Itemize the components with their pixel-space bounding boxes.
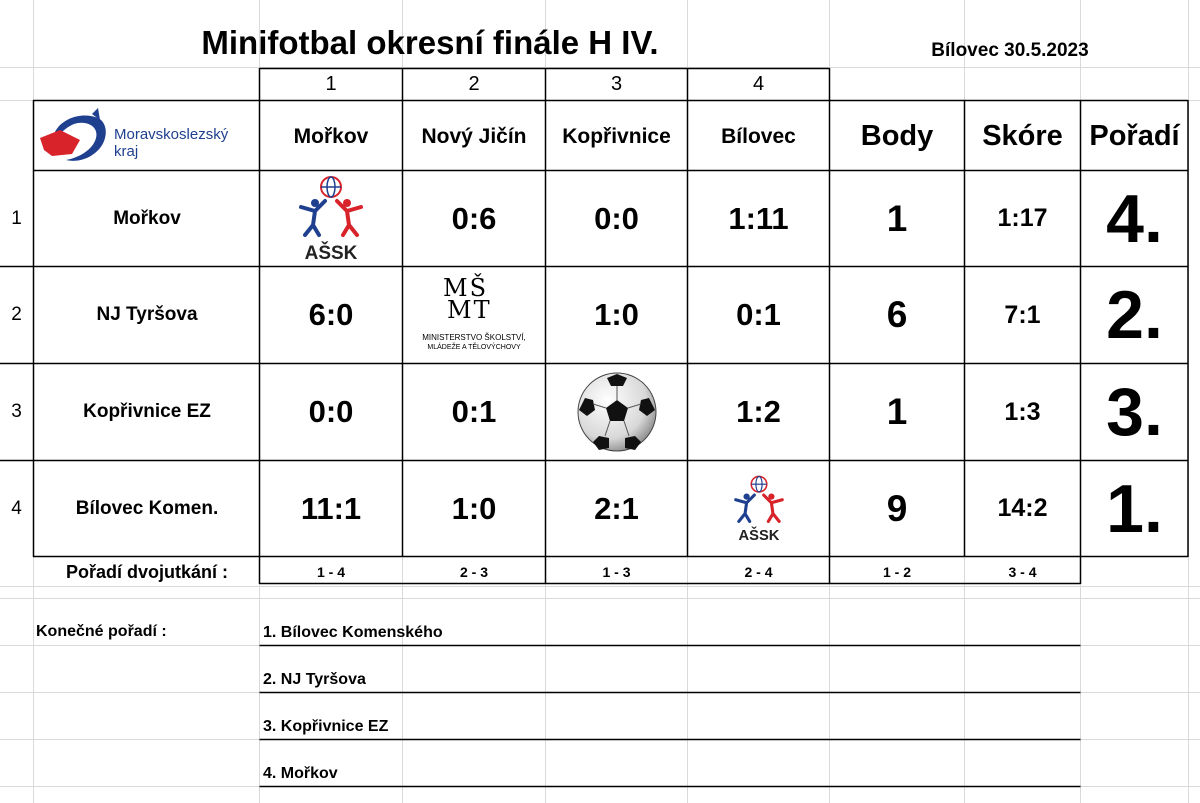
body-r2: 6 — [886, 294, 908, 335]
row-number-2: 2 — [11, 304, 22, 325]
row-team-4: Bílovec Komen. — [75, 497, 219, 519]
assk-logo-2 — [688, 461, 829, 556]
page-title: Minifotbal okresní finále H IV. — [201, 24, 659, 61]
result-r2-c3: 1:0 — [594, 297, 639, 332]
col-number-1: 1 — [325, 73, 337, 95]
row-team-3: Kopřivnice EZ — [83, 401, 211, 422]
soccer-ball-image — [546, 364, 687, 460]
assk-label: AŠSK — [304, 242, 358, 264]
moravskoslezsky-logo — [38, 108, 258, 168]
final-ranking-item-1: 1. Bílovec Komenského — [263, 624, 443, 641]
skore-r3: 1:3 — [1004, 397, 1041, 426]
result-r2-c4: 0:1 — [736, 297, 781, 332]
region-emblem-icon — [38, 108, 110, 168]
order-value-5: 1 - 2 — [882, 564, 911, 580]
soccer-ball-icon — [575, 370, 659, 454]
final-ranking-item-2: 2. NJ Tyršova — [263, 671, 366, 688]
result-r3-c4: 1:2 — [736, 394, 781, 429]
header-body: Body — [860, 120, 934, 152]
result-r4-c3: 2:1 — [594, 490, 639, 526]
col-number-4: 4 — [752, 73, 765, 95]
body-r3: 1 — [886, 391, 908, 432]
result-r3-c2: 0:1 — [451, 394, 497, 429]
assk-emblem-icon — [728, 469, 790, 549]
poradi-r4: 1. — [1106, 470, 1163, 547]
result-r4-c1: 11:1 — [300, 490, 362, 526]
final-ranking-label: Konečné pořadí : — [36, 623, 167, 640]
row-number-4: 4 — [11, 497, 22, 519]
skore-r1: 1:17 — [997, 204, 1048, 232]
place-date: Bílovec 30.5.2023 — [931, 40, 1089, 61]
row-team-1: Mořkov — [113, 207, 181, 229]
row-team-2: NJ Tyršova — [96, 304, 198, 325]
order-value-2: 2 - 3 — [459, 564, 488, 580]
poradi-r2: 2. — [1106, 277, 1163, 353]
order-value-3: 1 - 3 — [602, 564, 631, 580]
msmt-logo — [403, 267, 545, 363]
msmt-mark-top: MŠ — [443, 274, 489, 302]
order-value-1: 1 - 4 — [316, 564, 345, 580]
assk-label-2: AŠSK — [738, 527, 779, 544]
order-value-6: 3 - 4 — [1008, 564, 1037, 580]
assk-emblem-icon — [291, 173, 371, 265]
msmt-line2: MLÁDEŽE A TĚLOVÝCHOVY — [427, 344, 521, 351]
body-r4: 9 — [886, 487, 908, 529]
assk-logo — [260, 171, 402, 266]
header-team-3: Kopřivnice — [562, 124, 671, 148]
poradi-r3: 3. — [1106, 374, 1163, 450]
result-r3-c1: 0:0 — [308, 394, 354, 429]
col-number-3: 3 — [610, 73, 623, 95]
body-r1: 1 — [886, 197, 908, 239]
logo-name: Moravskoslezský — [114, 126, 229, 143]
skore-r2: 7:1 — [1004, 300, 1041, 329]
logo-name-line2: kraj — [114, 143, 139, 160]
final-ranking-item-4: 4. Mořkov — [263, 765, 338, 782]
header-skore: Skóre — [982, 120, 1063, 152]
result-r1-c3: 0:0 — [594, 200, 639, 236]
col-number-2: 2 — [468, 73, 480, 95]
header-team-2: Nový Jičín — [421, 124, 527, 148]
poradi-r1: 4. — [1106, 180, 1163, 257]
order-value-4: 2 - 4 — [744, 564, 773, 580]
row-number-3: 3 — [11, 401, 22, 422]
header-poradi: Pořadí — [1089, 120, 1180, 152]
msmt-line1: MINISTERSTVO ŠKOLSTVÍ, — [422, 333, 526, 342]
row-number-1: 1 — [11, 207, 22, 229]
order-label: Pořadí dvojutkání : — [65, 561, 229, 582]
final-ranking-item-3: 3. Kopřivnice EZ — [263, 718, 389, 735]
result-r1-c4: 1:11 — [728, 200, 789, 236]
header-team-4: Bílovec — [721, 124, 796, 148]
result-r1-c2: 0:6 — [451, 200, 497, 236]
skore-r4: 14:2 — [997, 494, 1048, 522]
result-r4-c2: 1:0 — [451, 490, 497, 526]
msmt-mark-bottom: MT — [447, 296, 492, 324]
header-team-1: Mořkov — [293, 124, 369, 148]
result-r2-c1: 6:0 — [308, 297, 354, 332]
